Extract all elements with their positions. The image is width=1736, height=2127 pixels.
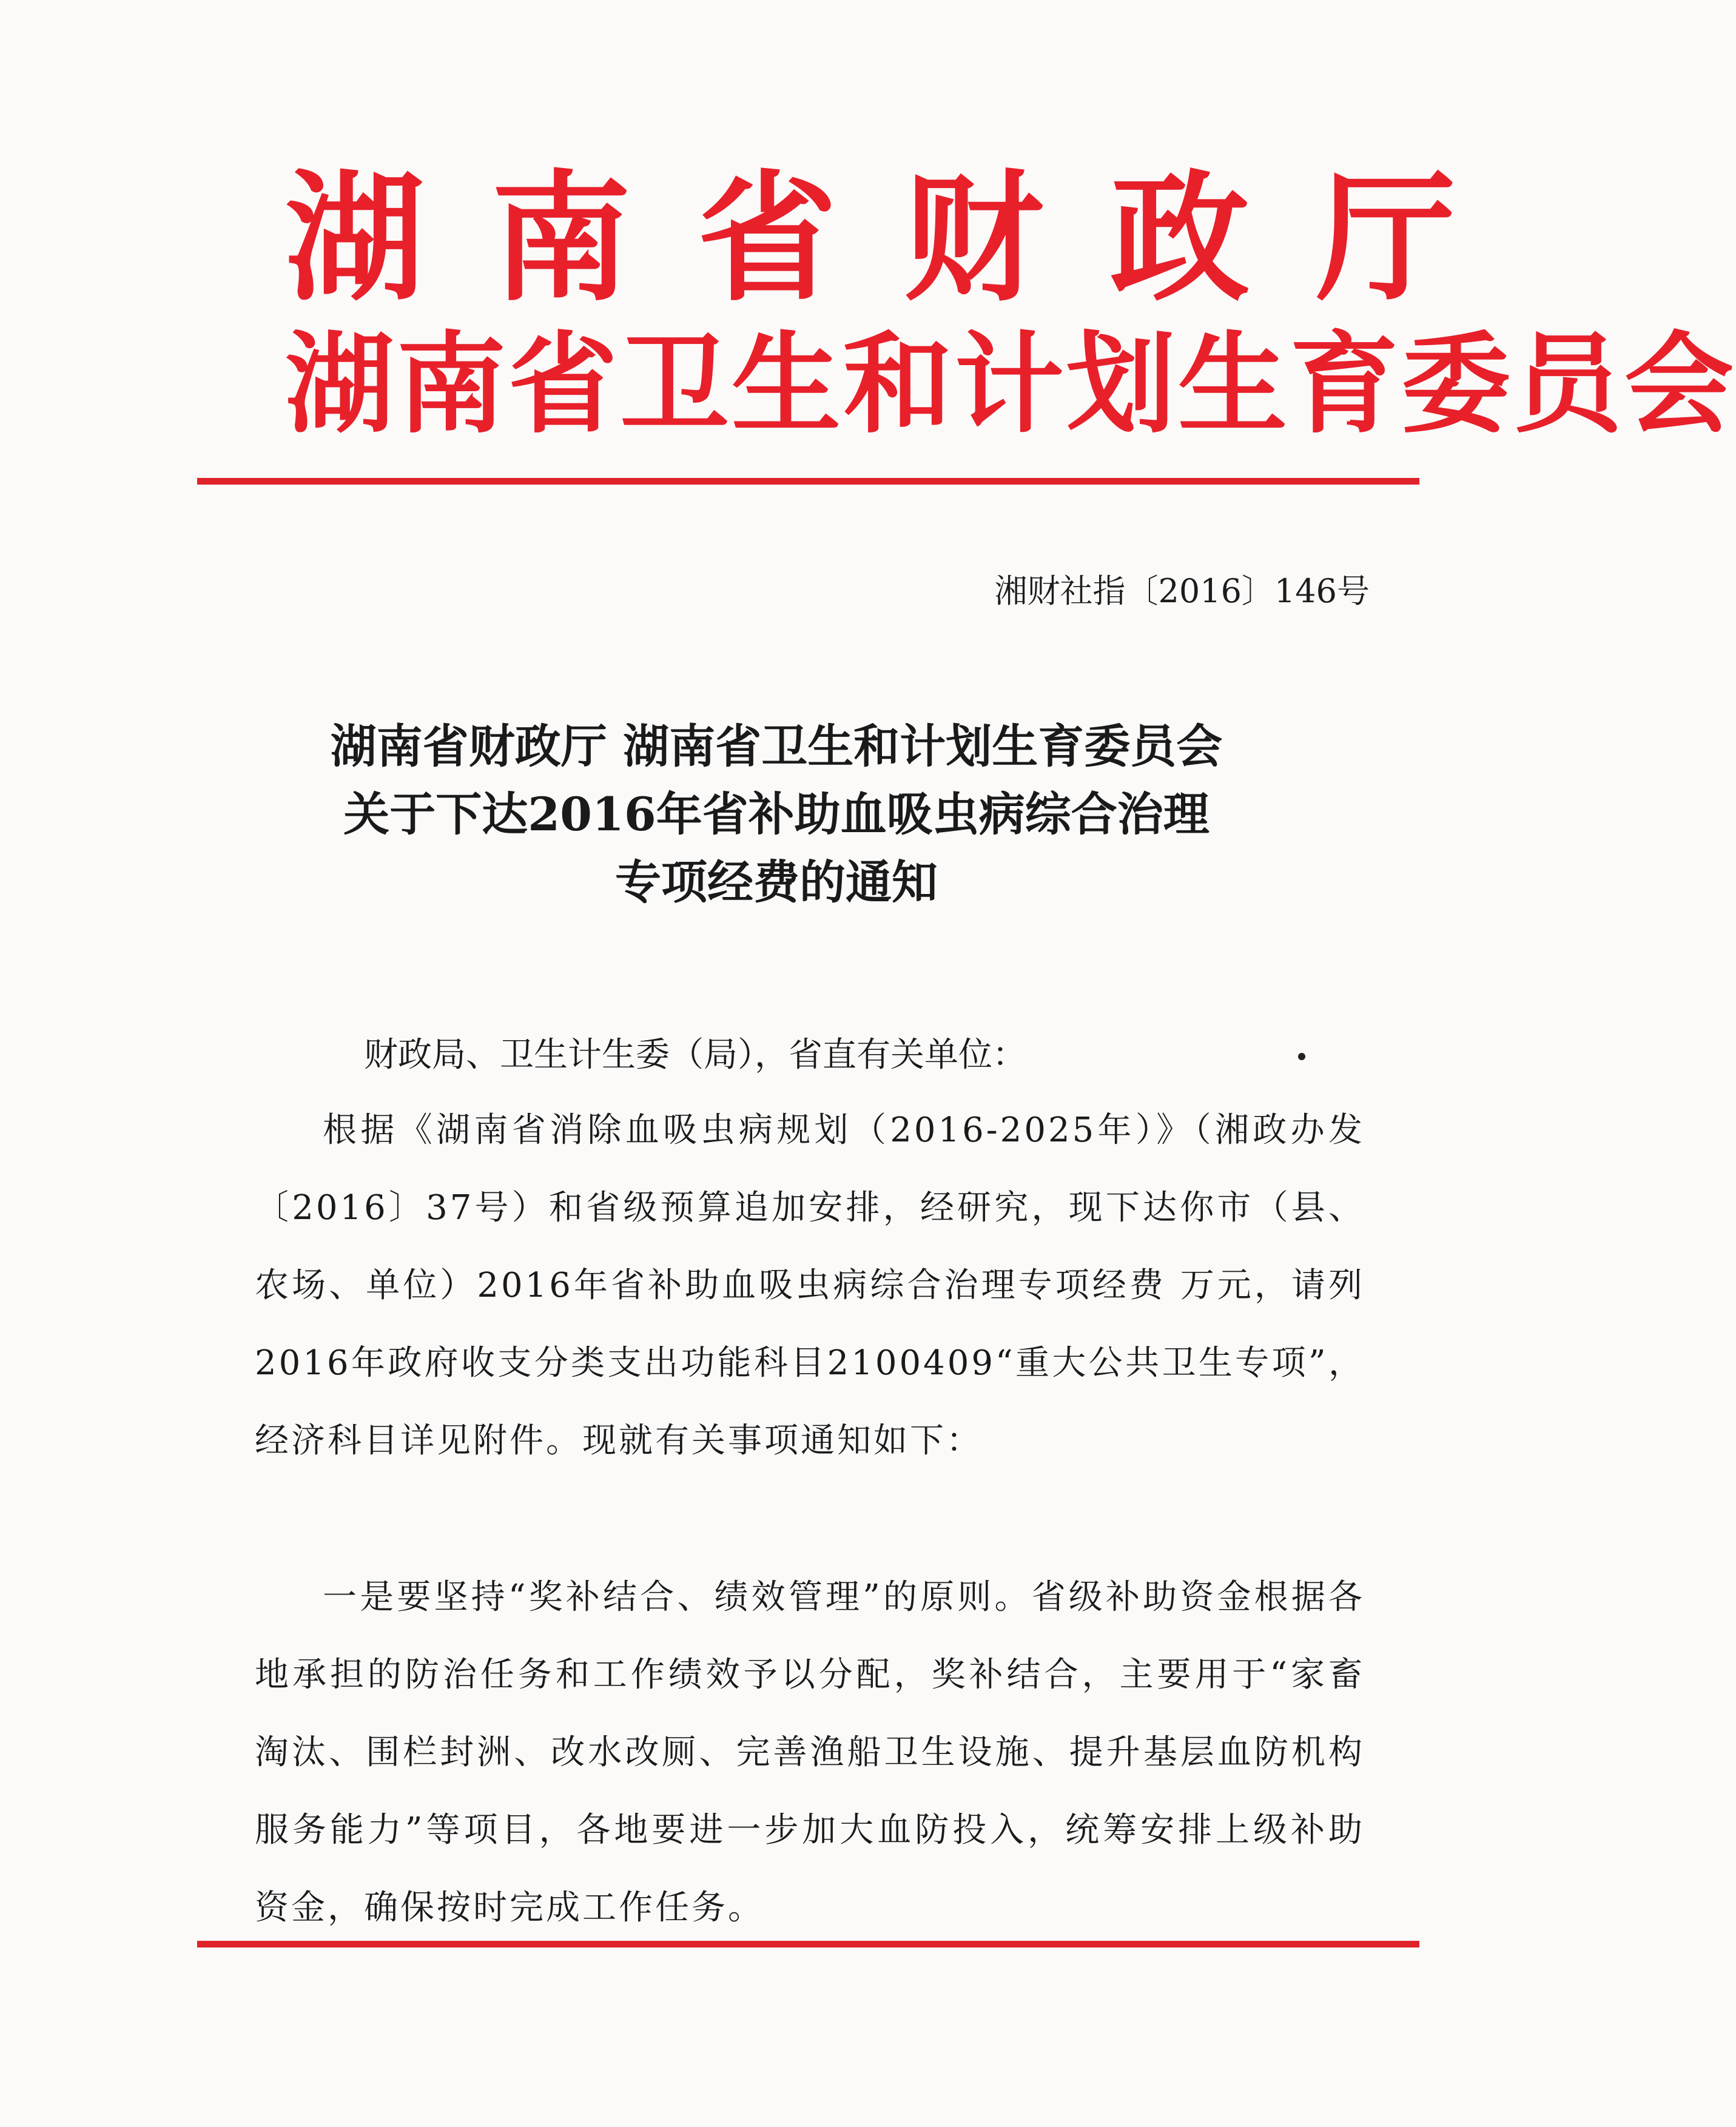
ink-dot [1298,1053,1305,1060]
body-paragraph-2-block [255,1559,1365,1947]
body-paragraph-1-block [255,1092,1365,1480]
title-line-2: 关于下达2016年省补助血吸虫病综合治理 [343,787,1209,841]
document-title [182,713,1371,916]
body-paragraph-2: 一是要坚持“奖补结合、绩效管理”的原则。省级补助资金根据各地承担的防治任务和工作绩效予以分配，奖补结合，主要用于“家畜淘汰、围栏封洲、改水改厕、完善渔船卫生设施、提升基层血防机构服务能力”等项目，各地要进一步加大血防投入，统筹安排上级补助资金，确保按时完成工作任务。 [255,1578,1365,1927]
document-number: 湘财社指〔2016〕146号 [994,572,1370,610]
letterhead-org-1: 湖南省财政厅 [285,158,1523,320]
body-paragraph-1: 根据《湖南省消除血吸虫病规划（2016-2025年）》（湘政办发〔2016〕37号）和省级预算追加安排，经研究，现下达你市（县、农场、单位）2016年省补助血吸虫病综合治理专项经费 万元，请列2016年政府收支分类支出功能科目2100409“重大公共卫生专项”，经济科目详见附件。现就有关事项通知如下： [255,1111,1365,1460]
title-line-1: 湖南省财政厅 湖南省卫生和计划生育委员会 [330,719,1223,773]
footer-red-rule [197,1941,1419,1947]
title-line-3: 专项经费的通知 [615,855,938,909]
letterhead-red-rule [197,478,1419,485]
salutation: 财政局、卫生计生委（局），省直有关单位： [364,1035,1026,1075]
letterhead-org-2: 湖南省卫生和计划生育委员会 [285,321,1736,448]
